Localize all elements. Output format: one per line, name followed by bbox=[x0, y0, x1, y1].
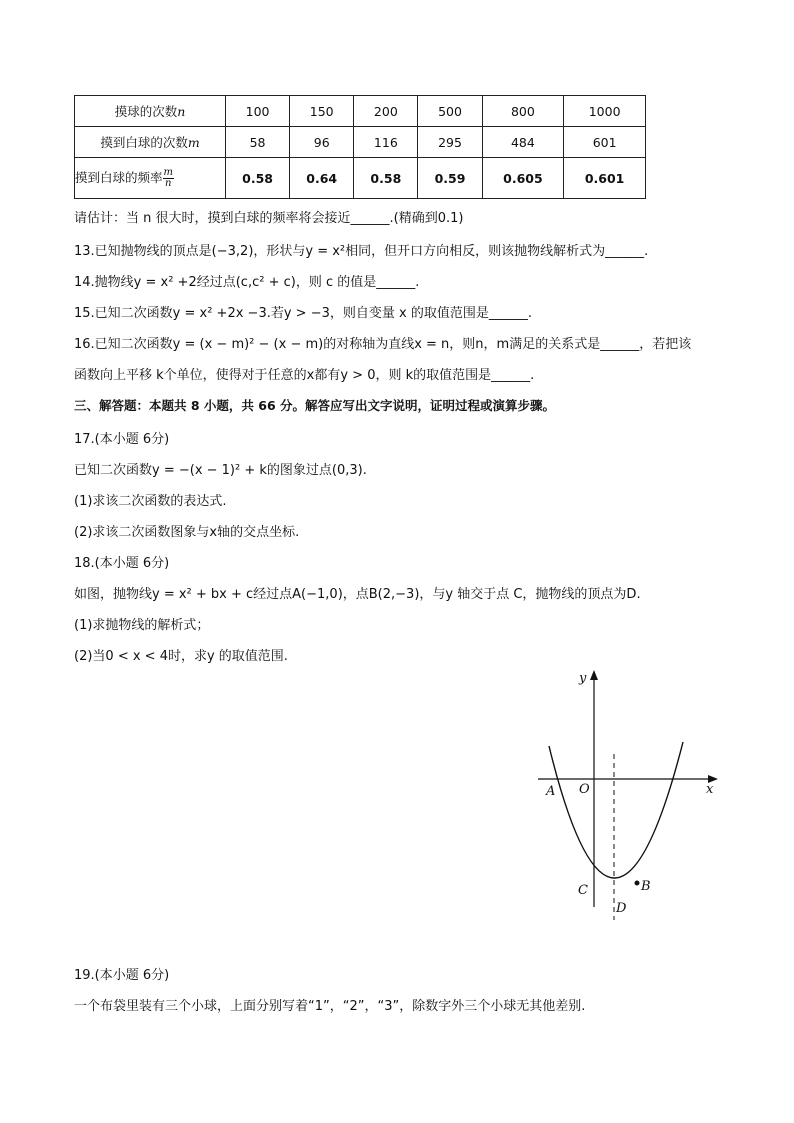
estimate-question: 请估计：当 n 很大时，摸到白球的频率将会接近______.(精确到0.1) bbox=[74, 211, 464, 226]
table-cell: 1000 bbox=[564, 96, 646, 127]
table-cell: 601 bbox=[564, 127, 646, 158]
table-cell: 484 bbox=[482, 127, 564, 158]
label-x: x bbox=[706, 782, 714, 797]
row-header: 摸到白球的次数m bbox=[75, 127, 226, 158]
label-y: y bbox=[579, 671, 587, 686]
question-18-part1: (1)求抛物线的解析式； bbox=[74, 618, 210, 633]
label-a: A bbox=[546, 784, 556, 799]
question-17-title: 17.(本小题 6分) bbox=[74, 432, 170, 447]
label-b: B bbox=[641, 879, 651, 894]
question-19-stem: 一个布袋里装有三个小球，上面分别写着“1”，“2”，“3”，除数字外三个小球无其他差别. bbox=[74, 999, 586, 1014]
question-18-stem: 如图，抛物线y = x² + bx + c经过点A(−1,0)，点B(2,−3)，与y 轴交于点 C，抛物线的顶点为D. bbox=[74, 587, 641, 602]
table-cell: 0.58 bbox=[354, 158, 418, 199]
table-cell: 0.58 bbox=[226, 158, 290, 199]
question-19-title: 19.(本小题 6分) bbox=[74, 968, 170, 983]
fraction: $\frac{m}{n}$ bbox=[163, 166, 173, 189]
parabola-curve bbox=[549, 742, 683, 878]
table-cell: 116 bbox=[354, 127, 418, 158]
question-17-part1: (1)求该二次函数的表达式. bbox=[74, 494, 227, 509]
label-d: D bbox=[616, 901, 627, 916]
point-b bbox=[635, 881, 640, 886]
table-cell: 800 bbox=[482, 96, 564, 127]
table-cell: 500 bbox=[418, 96, 482, 127]
table-row bbox=[75, 127, 646, 158]
row-header: 摸球的次数n bbox=[75, 96, 226, 127]
question-18-title: 18.(本小题 6分) bbox=[74, 556, 170, 571]
label-c: C bbox=[578, 883, 588, 898]
table-row bbox=[75, 158, 646, 199]
question-15: 15.已知二次函数y = x² +2x −3.若y > −3，则自变量 x 的取值范围是______. bbox=[74, 306, 532, 321]
question-17-part2: (2)求该二次函数图象与x轴的交点坐标. bbox=[74, 525, 300, 540]
table-cell: 150 bbox=[290, 96, 354, 127]
section-heading: 三、解答题：本题共 8 小题，共 66 分。解答应写出文字说明，证明过程或演算步骤。 bbox=[74, 398, 556, 413]
question-14: 14.抛物线y = x² +2经过点(c,c² + c)，则 c 的值是______. bbox=[74, 275, 420, 290]
y-axis-arrow bbox=[590, 670, 598, 680]
table-cell: 200 bbox=[354, 96, 418, 127]
question-13: 13.已知抛物线的顶点是(−3,2)，形状与y = x²相同，但开口方向相反，则该抛物线解析式为______. bbox=[74, 244, 649, 259]
row-header: 摸到白球的频率 $\frac{m}{n}$ bbox=[75, 158, 226, 199]
question-16-line1: 16.已知二次函数y = (x − m)² − (x − m)的对称轴为直线x = n，则n，m满足的关系式是______，若把该 bbox=[74, 337, 692, 352]
question-16-line2: 函数向上平移 k个单位，使得对于任意的x都有y > 0，则 k的取值范围是______. bbox=[74, 368, 535, 383]
table-cell: 0.59 bbox=[418, 158, 482, 199]
table-cell: 0.605 bbox=[482, 158, 564, 199]
label-o: O bbox=[579, 782, 590, 797]
frequency-table bbox=[74, 95, 646, 199]
question-17-stem: 已知二次函数y = −(x − 1)² + k的图象过点(0,3). bbox=[74, 463, 367, 478]
table-cell: 96 bbox=[290, 127, 354, 158]
parabola-figure bbox=[530, 662, 730, 927]
question-18-part2: (2)当0 < x < 4时，求y 的取值范围. bbox=[74, 649, 288, 664]
table-cell: 58 bbox=[226, 127, 290, 158]
table-row bbox=[75, 96, 646, 127]
table-cell: 0.601 bbox=[564, 158, 646, 199]
table-cell: 0.64 bbox=[290, 158, 354, 199]
table-cell: 295 bbox=[418, 127, 482, 158]
table-cell: 100 bbox=[226, 96, 290, 127]
